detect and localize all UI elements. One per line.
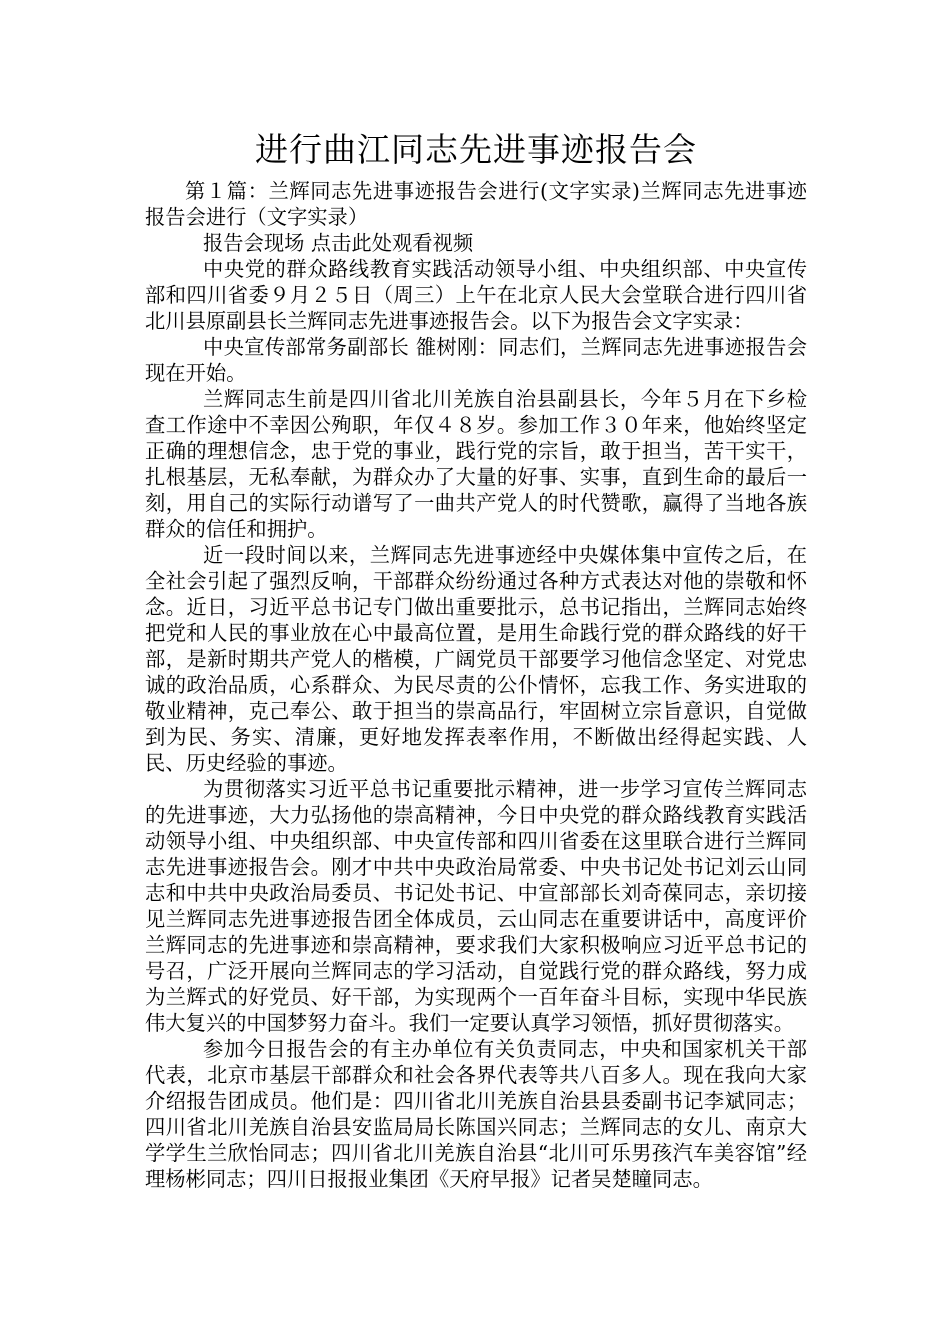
paragraph-intro: 中央党的群众路线教育实践活动领导小组、中央组织部、中央宣传部和四川省委９月２５日（周三）上午在北京人民大会堂联合进行四川省北川县原副县长兰辉同志先进事迹报告会。以下为报告会文字实录： (145, 257, 807, 333)
paragraph-biography: 兰辉同志生前是四川省北川羌族自治县副县长，今年５月在下乡检查工作途中不幸因公殉职，年仅４８岁。参加工作３０年来，他始终坚定正确的理想信念，忠于党的事业，践行党的宗旨，敢于担当，苦干实干，扎根基层，无私奉献，为群众办了大量的好事、实事，直到生命的最后一刻，用自己的实际行动谱写了一曲共产党人的时代赞歌，赢得了当地各族群众的信任和拥护。 (145, 387, 807, 541)
paragraph-implementation: 为贯彻落实习近平总书记重要批示精神，进一步学习宣传兰辉同志的先进事迹，大力弘扬他的崇高精神，今日中央党的群众路线教育实践活动领导小组、中央组织部、中央宣传部和四川省委在这里联合进行兰辉同志先进事迹报告会。刚才中共中央政治局常委、中央书记处书记刘云山同志和中共中央政治局委员、书记处书记、中宣部部长刘奇葆同志，亲切接见兰辉同志先进事迹报告团全体成员，云山同志在重要讲话中，高度评价兰辉同志的先进事迹和崇高精神，要求我们大家积极响应习近平总书记的号召，广泛开展向兰辉同志的学习活动，自觉践行党的群众路线，努力成为兰辉式的好党员、好干部，为实现两个一百年奋斗目标，实现中华民族伟大复兴的中国梦努力奋斗。我们一定要认真学习领悟，抓好贯彻落实。 (145, 777, 807, 1035)
paragraph-instructions: 近一段时间以来，兰辉同志先进事迹经中央媒体集中宣传之后，在全社会引起了强烈反响，干部群众纷纷通过各种方式表达对他的崇敬和怀念。近日，习近平总书记专门做出重要批示，总书记指出，兰辉同志始终把党和人民的事业放在心中最高位置，是用生命践行党的群众路线的好干部，是新时期共产党人的楷模，广阔党员干部要学习他信念坚定、对党忠诚的政治品质，心系群众、为民尽责的公仆情怀，忘我工作、务实进取的敬业精神，克己奉公、敢于担当的崇高品行，牢固树立宗旨意识，自觉做到为民、务实、清廉，更好地发挥表率作用，不断做出经得起实践、人民、历史经验的事迹。 (145, 543, 807, 775)
document-page (145, 122, 807, 1192)
document-title: 进行曲江同志先进事迹报告会 (255, 130, 697, 169)
paragraph-opening-remarks: 中央宣传部常务副部长 雒树刚：同志们，兰辉同志先进事迹报告会现在开始。 (145, 335, 807, 385)
paragraph-chapter-heading: 第１篇：兰辉同志先进事迹报告会进行(文字实录)兰辉同志先进事迹报告会进行（文字实录） (145, 179, 807, 229)
paragraph-video-link: 报告会现场 点击此处观看视频 (203, 231, 474, 255)
paragraph-attendees: 参加今日报告会的有主办单位有关负责同志，中央和国家机关干部代表，北京市基层干部群众和社会各界代表等共八百多人。现在我向大家介绍报告团成员。他们是：四川省北川羌族自治县县委副书记李斌同志；四川省北川羌族自治县安监局局长陈国兴同志；兰辉同志的女儿、南京大学学生兰欣怡同志；四川省北川羌族自治县“北川可乐男孩汽车美容馆”经理杨彬同志；四川日报报业集团《天府早报》记者吴楚瞳同志。 (145, 1037, 807, 1191)
